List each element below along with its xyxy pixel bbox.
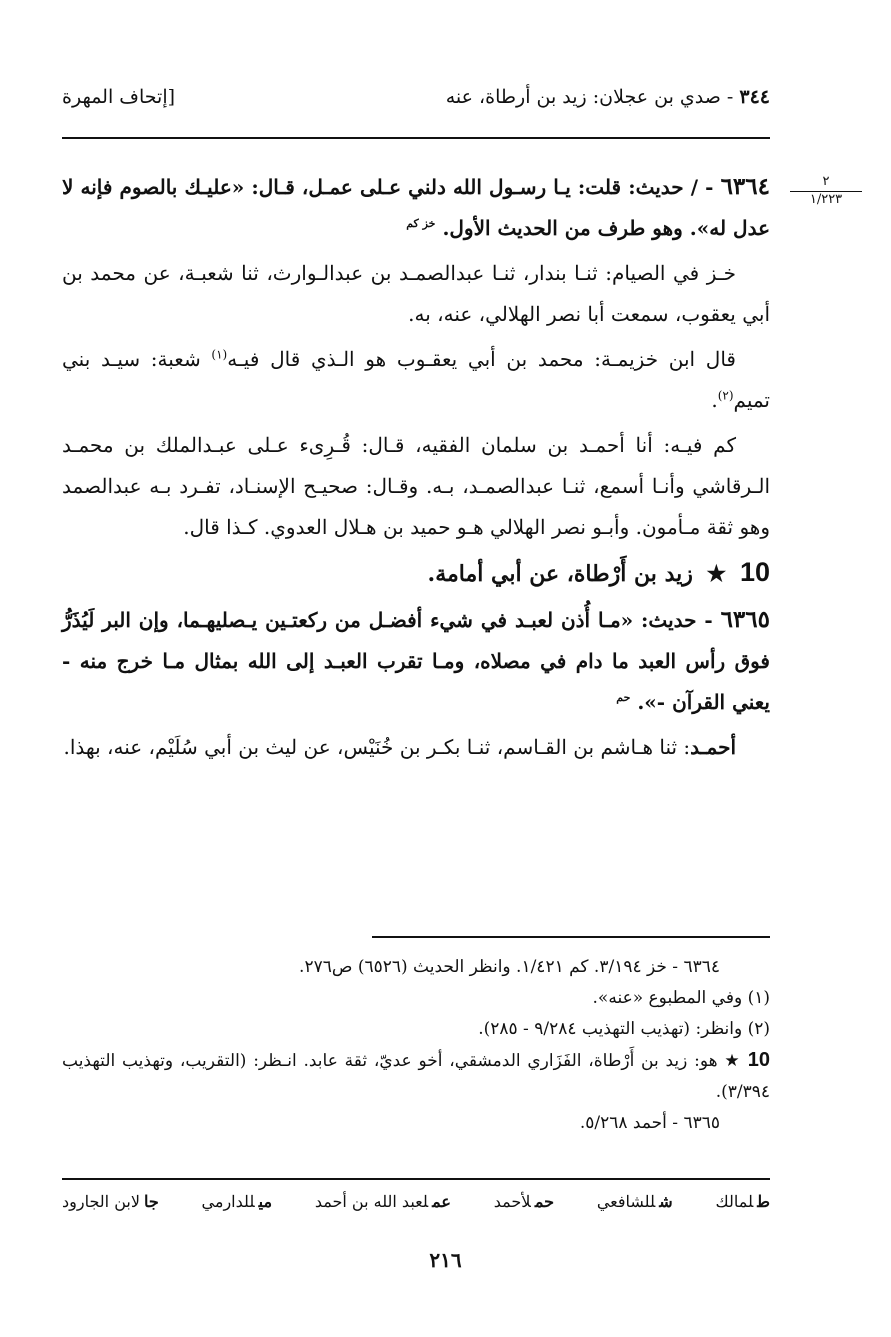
running-header bbox=[62, 82, 770, 122]
margin-reference bbox=[790, 174, 862, 208]
source-label: أحمـد bbox=[690, 735, 736, 759]
hadith-6365 bbox=[62, 599, 770, 723]
footnote: ٦٣٦٤ - خز ٣/١٩٤. كم ١/٤٢١. وانظر الحديث (٦٥٢٦) ص٢٧٦. bbox=[299, 957, 720, 977]
legend-rule bbox=[62, 1178, 770, 1180]
hadith-number: ٦٣٦٥ bbox=[720, 606, 770, 633]
note-text-end: . bbox=[711, 388, 718, 412]
source-tag: خز كم bbox=[406, 217, 436, 231]
star-icon: ★ bbox=[706, 561, 727, 587]
main-text bbox=[62, 166, 770, 772]
note-text: قال ابن خزيمـة: محمد بن أبي يعقـوب هو الـذي قال فيـه bbox=[227, 347, 736, 371]
source-tag: حم bbox=[616, 691, 631, 705]
note-text-rest: شعبة: سيـد بني تميم bbox=[62, 347, 770, 412]
footnote: (١) وفي المطبوع «عنه». bbox=[592, 988, 770, 1008]
header-section-title bbox=[446, 86, 770, 108]
isnad-hakim: كم فيـه: أنا أحمـد بن سلمان الفقيه، قـال: قُـرِىء عـلى عبـدالملك بن محمـد الـرقاشي وأنـا أسمع، ثنـا عبدالصمـد، بـه. وقـال: صحيـح الإسنـاد، تفـرد بـه عبدالصمد وهو ثقة مـأمون. وأبـو نصر الهلالي هـو حميد بن هـلال العدوي. كـذا قال. bbox=[62, 433, 770, 539]
footnotes bbox=[62, 952, 770, 1139]
hadith-6364 bbox=[62, 166, 770, 249]
ibn-khuzaymah-note bbox=[62, 339, 770, 421]
header-chapter: - صدي بن عجلان: زيد بن أرطاة، عنه bbox=[445, 86, 740, 108]
section-heading bbox=[62, 552, 770, 595]
isnad-ahmad bbox=[62, 727, 770, 768]
legend-item bbox=[62, 1192, 159, 1211]
footnote-rule bbox=[372, 936, 770, 938]
section-number: 10 bbox=[739, 557, 770, 587]
hadith-number: ٦٣٦٤ bbox=[720, 173, 770, 200]
header-book-title: [إتحاف المهرة bbox=[62, 86, 176, 108]
legend-item bbox=[715, 1192, 770, 1211]
legend-text: لابن الجارود bbox=[62, 1192, 140, 1211]
legend-abbr: حم bbox=[534, 1192, 554, 1211]
legend-item bbox=[494, 1192, 554, 1211]
legend-text: لعبد الله بن أحمد bbox=[314, 1192, 429, 1211]
footnote-ref-2: (٢) bbox=[717, 388, 734, 403]
margin-ref-bottom: ١/٢٢٣ bbox=[809, 192, 843, 207]
abbreviations-legend bbox=[62, 1192, 770, 1211]
section-title: زيد بن أَرْطاة، عن أبي أمامة. bbox=[427, 561, 693, 587]
margin-ref-top: ٢ bbox=[790, 174, 862, 192]
hadith-text: - حديث: «مـا أُذن لعبـد في شيء أفضـل من ركعتـين يـصليهـما، وإن البر لَيُذَرُّ فوق رأس العبد ما دام في مصلاه، ومـا تقرب العبـد إلى الله بمثال مـا خرج منه - يعني القرآن -». bbox=[62, 608, 770, 714]
header-rule bbox=[62, 137, 770, 139]
isnad-khuzaymah: خـز في الصيام: ثنـا بندار، ثنـا عبدالصمـد بن عبدالـوارث، ثنا شعبـة، عن محمد بن أبي يعقوب، سمعت أبا نصر الهلالي، عنه، به. bbox=[62, 261, 770, 326]
footnote: ٦٣٦٥ - أحمد ٥/٢٦٨. bbox=[579, 1113, 720, 1133]
legend-abbr: ش bbox=[659, 1192, 673, 1211]
legend-text: للشافعي bbox=[596, 1192, 656, 1211]
footnote bbox=[62, 1045, 770, 1108]
legend-text: لأحمد bbox=[493, 1192, 531, 1211]
legend-abbr: مي bbox=[258, 1192, 273, 1211]
legend-text: لمالك bbox=[715, 1192, 754, 1211]
header-page-ref: ٣٤٤ bbox=[739, 86, 770, 108]
legend-abbr: ط bbox=[757, 1192, 770, 1211]
legend-item bbox=[202, 1192, 272, 1211]
legend-item bbox=[597, 1192, 673, 1211]
footnote-text: ★ هو: زيد بن أَرْطاة، الفَزَاري الدمشقي، أخو عديّ، ثقة عابد. انـظر: (التقريب، وتهذيب التهذيب ٣/٣٩٤). bbox=[62, 1051, 770, 1102]
legend-abbr: جا bbox=[143, 1192, 159, 1211]
legend-abbr: عم bbox=[432, 1192, 451, 1211]
legend-item bbox=[315, 1192, 451, 1211]
isnad-text: : ثنا هـاشم بن القـاسم، ثنـا بكـر بن خُنَيْس، عن ليث بن أبي سُلَيْم، عنه، بهذا. bbox=[63, 735, 691, 759]
footnote-ref-1: (١) bbox=[211, 347, 228, 362]
footnote: (٢) وانظر: (تهذيب التهذيب ٩/٢٨٤ - ٢٨٥). bbox=[478, 1019, 770, 1039]
legend-text: للدارمي bbox=[201, 1192, 255, 1211]
footnote-latin-number: 10 bbox=[747, 1049, 770, 1071]
page-number: ٢١٦ bbox=[429, 1248, 462, 1272]
hadith-text: - / حديث: قلت: يـا رسـول الله دلني عـلى عمـل، قـال: «عليـك بالصوم فإنه لا عدل له». وهو طرف من الحديث الأول. bbox=[62, 175, 770, 240]
